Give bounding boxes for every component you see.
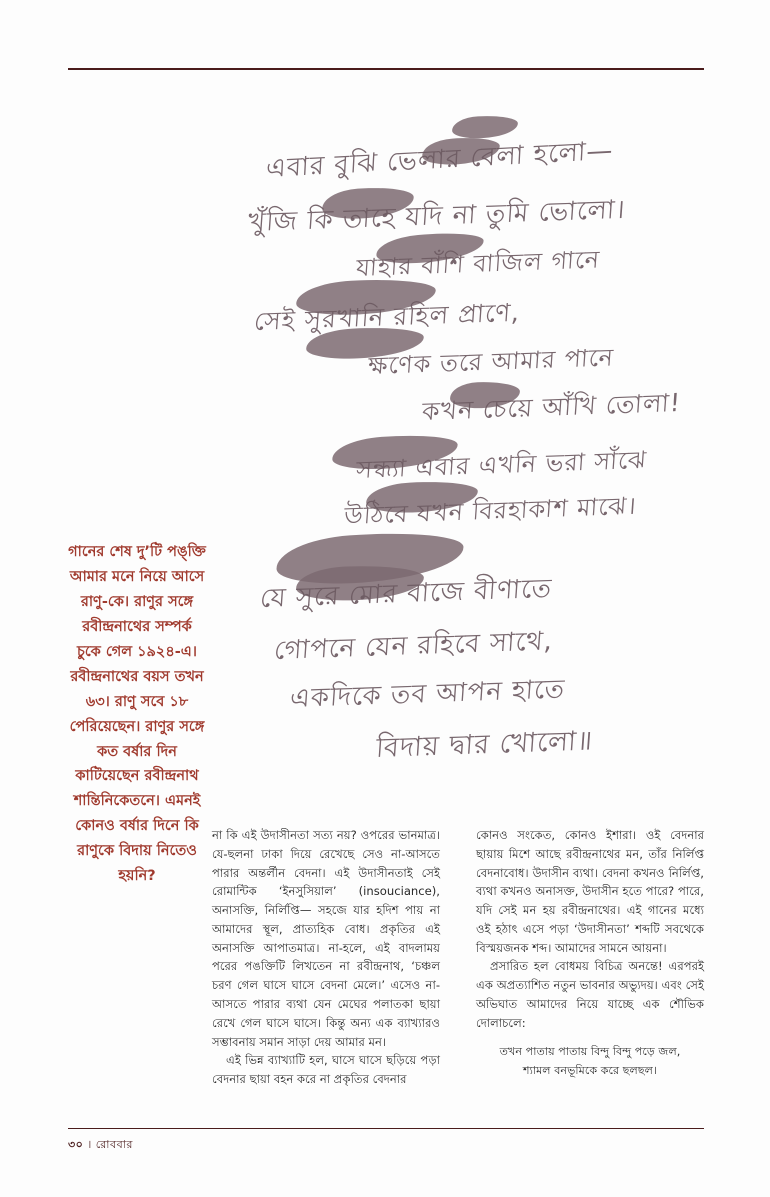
pull-quote-caption: গানের শেষ দু’টি পঙ‌্‌ক্তি আমার মনে নিয়ে আসে রাণু-কে। রাণুর সঙ্গে রবীন্দ্রনাথের সম্পর্ক চুকে গেল ১৯২৪-এ। রবীন্দ্রনাথের বয়স তখন ৬৩। রাণু সবে ১৮ পেরিয়েছেন। রাণুর সঙ্গে কত বর্ষার দিন কাটিয়েছেন রবীন্দ্রনাথ শান্তিনিকেতনে। এমনই কোনও বর্ষার দিনে কি রাণুকে বিদায় নিতেও হয়নি?	[68, 544, 206, 885]
manuscript-line: একদিকে তব আপন হাতে	[289, 674, 567, 715]
page-number: ৩০	[68, 1138, 84, 1151]
verse-block	[476, 1042, 704, 1080]
manuscript-line: যাহার বাঁশি বাজিল গানে	[355, 245, 602, 283]
manuscript-line: গোপনে যেন রহিবে সাথে,	[273, 626, 555, 667]
body-column-left	[212, 826, 440, 1089]
manuscript-line: সন্ধ্যা এবার এখনি ভরা সাঁঝে	[355, 445, 648, 485]
paragraph: কোনও সংকেত, কোনও ইশারা। ওই বেদনার ছায়ায় মিশে আছে রবীন্দ্রনাথের মন, তাঁর নির্লিপ্ত বেদনাবোধ। উদাসীন ব্যথা। বেদনা কখনও নির্লিপ্ত, ব্যথা কখনও অনাসক্ত, উদাসীন হতে পারে? পারে, যদি সেই মন হয় রবীন্দ্রনাথের। এই গানের মধ্যে ওই হঠাৎ এসে পড়া ‘উদাসীনতা’ শব্দটি সবথেকে বিস্ময়জনক শব্দ। আমাদের সামনে আয়না।	[476, 828, 704, 955]
manuscript-line: কখন চেয়ে আঁখি তোলা!	[421, 387, 682, 427]
footer-separator: ।	[87, 1138, 92, 1151]
paragraph: না কি এই উদাসীনতা সত্য নয়? ওপরের ভানমাত্র। যে-ছলনা ঢাকা দিয়ে রেখেছে সেও না-আসতে পারার অন্তর্লীন বেদনা। এই উদাসীনতাই সেই রোমান্টিক ‘ইনসুসিয়াল’ (insouciance), অনাসক্তি, নির্লিপ্তি— সহজে যার হদিশ পায় না আমাদের স্থূল, প্রাত্যহিক বোধ। প্রকৃতির এই অনাসক্তি আপাতমাত্র। না-হলে, এই বাদলাময় পরের পঙ‌ক্তিটি লিখতেন না রবীন্দ্রনাথ, ‘চঞ্চল চরণ গেল ঘাসে ঘাসে বেদনা মেলে।’ এসেও না-আসতে পারার ব্যথা যেন মেঘের পলাতকা ছায়া রেখে গেল ঘাসে ঘাসে। কিন্তু অন্য এক ব্যাখ্যারও সম্ভাবনায় সমান সাড়া দেয় আমার মন।	[212, 828, 440, 1049]
top-rule	[68, 68, 704, 70]
paragraph: এই ভিন্ন ব্যাখ্যাটি হল, ঘাসে ঘাসে ছড়িয়ে পড়া বেদনার ছায়া বহন করে না প্রকৃতির বেদনার	[212, 1053, 440, 1087]
manuscript-facsimile	[236, 130, 682, 820]
manuscript-line: বিদায় দ্বার খোলো॥	[375, 725, 595, 765]
paragraph: প্রসারিত হল বোধময় বিচিত্র অনন্তে! এরপরই এক অপ্রত্যাশিত নতুন ভাবনার অভ্যুদয়। এবং সেই অভিঘাত আমাদের নিয়ে যাচ্ছে এক শৌভিক দোলাচলে:	[476, 959, 704, 1030]
manuscript-line: উঠিবে যখন বিরহাকাশ মাঝে।	[343, 491, 638, 531]
publication-name: রোববার	[95, 1138, 133, 1151]
manuscript-line: ক্ষণেক তরে আমার পানে	[367, 343, 615, 381]
bottom-rule	[68, 1128, 704, 1129]
body-column-right	[476, 826, 704, 1080]
verse-line: তখন পাতায় পাতায় বিন্দু বিন্দু পড়ে জল,	[499, 1044, 681, 1058]
verse-line: শ্যামল বনভূমিকে করে ছলছল।	[522, 1063, 657, 1077]
manuscript-line: খ‌ুঁজি কি তাহে যদি না তুমি ভোলো।	[247, 194, 627, 239]
manuscript-line: সেই সুরখানি রহিল প্রাণে,	[253, 297, 522, 337]
manuscript-line: এবার বুঝি ভেলার বেলা হলো—	[265, 135, 615, 185]
body-columns	[212, 826, 704, 1111]
manuscript-line: যে সুরে মোর বাজে বীণাতে	[259, 573, 554, 615]
page-footer	[68, 1136, 133, 1155]
